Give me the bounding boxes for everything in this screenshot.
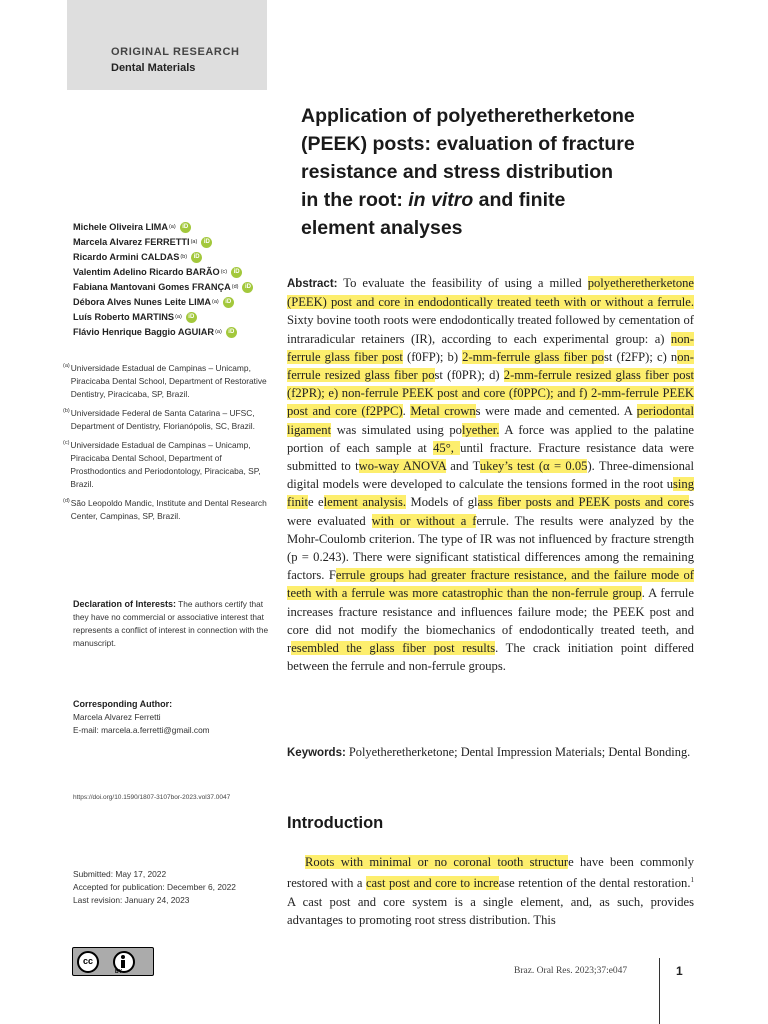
highlighted-text: periodontal ligament (287, 404, 694, 437)
text-segment: e have been commonly restored with a (287, 855, 694, 891)
text-segment: A force was applied to the palatine portion of each sample at (287, 422, 694, 455)
text-segment: A cast post and core system is a single element, and, as such, provides advantages to promoting root stress distribution. This (287, 894, 694, 927)
section-heading-introduction: Introduction (287, 814, 384, 832)
text-segment: s were evaluated (287, 495, 695, 528)
highlighted-text: ass fiber posts and PEEK posts and core (477, 495, 690, 510)
declaration-of-interests (73, 598, 273, 650)
text-segment: . The crack initiation point differed between the ferrule and non-ferrule groups. (287, 641, 694, 674)
corresponding-email[interactable]: E-mail: marcela.a.ferretti@gmail.com (73, 725, 210, 735)
text-segment: until fracture. Fracture resistance data were submitted to t (287, 440, 694, 474)
abstract-body (287, 276, 694, 673)
author-name: Flávio Henrique Baggio AGUIAR (73, 327, 215, 337)
text-segment: was simulated using po (331, 422, 462, 437)
declaration-heading: Declaration of Interests: (73, 599, 177, 609)
orcid-icon[interactable]: iD (223, 297, 234, 308)
author-item (73, 280, 273, 295)
author-item (73, 310, 273, 325)
text-segment: . (402, 404, 411, 419)
orcid-icon[interactable]: iD (186, 312, 197, 323)
keywords-text: Polyetheretherketone; Dental Impression Materials; Dental Bonding. (345, 745, 691, 759)
subcategory-label: Dental Materials (111, 62, 196, 74)
title-line: element analyses (301, 217, 463, 239)
affiliation-mark: (c) (220, 269, 228, 275)
citation-ref: 1 (690, 876, 694, 885)
title-line: Application of polyetheretherketone (301, 105, 635, 127)
affiliation-item (63, 407, 273, 433)
affiliation-text: Universidade Estadual de Campinas – Unicamp, Piracicaba Dental School, Department of Restorative Dentistry, Piracicaba, SP, Brazil. (70, 363, 267, 399)
author-name: Ricardo Armini CALDAS (73, 252, 180, 262)
highlighted-text: lement analysis. (323, 495, 407, 510)
affiliation-item (63, 362, 273, 401)
affiliation-mark: (a) (215, 329, 222, 335)
article-title (301, 102, 701, 242)
highlighted-text: on-ferrule resized glass fiber po (287, 349, 694, 383)
affiliation-item (63, 497, 273, 523)
affiliation-mark: (c) (63, 440, 70, 446)
orcid-icon[interactable]: iD (226, 327, 237, 338)
text-segment: Models of gl (406, 495, 478, 510)
author-name: Valentim Adelino Ricardo BARÃO (73, 267, 220, 277)
text-segment: Sixty bovine too (287, 313, 371, 328)
highlighted-text: with or without a f (371, 513, 477, 528)
footer-divider (659, 958, 660, 1024)
orcid-icon[interactable]: iD (180, 222, 191, 233)
author-name: Débora Alves Nunes Leite LIMA (73, 297, 212, 307)
title-line: (PEEK) posts: evaluation of fracture (301, 133, 635, 155)
corresponding-heading: Corresponding Author: (73, 699, 173, 709)
text-segment: st (f0PR); d) (434, 368, 504, 383)
author-name: Luís Roberto MARTINS (73, 312, 175, 322)
affiliation-mark: (a) (175, 314, 182, 320)
doi-link[interactable]: https://doi.org/10.1590/1807-3107bor-2023.vol37.0047 (73, 794, 231, 801)
text-segment: ase retention of the dental restoration. (498, 876, 691, 891)
author-item (73, 250, 273, 265)
introduction-paragraph (287, 853, 694, 929)
author-item (73, 295, 273, 310)
author-name: Marcela Alvarez FERRETTI (73, 237, 190, 247)
author-item (73, 325, 273, 340)
highlighted-text: Metal crown (410, 404, 476, 419)
orcid-icon[interactable]: iD (191, 252, 202, 263)
highlighted-text: 2-mm-ferrule resized glass fiber post (f2PR); e) non-ferrule PEEK post and core (f0PPC); and f) 2-mm-ferrule PEEK post and core (f2PPC) (287, 368, 694, 419)
text-segment: errule. The results were analyzed by the Mohr-Coulomb criterion. The type of IR was not influenced by fracture strength (p = 0.243). There were significant statistical differences among the remaining factors. F (287, 513, 694, 583)
author-item (73, 265, 273, 280)
affiliation-mark: (b) (63, 408, 70, 414)
author-item (73, 235, 273, 250)
orcid-icon[interactable]: iD (231, 267, 242, 278)
abstract (287, 274, 694, 675)
title-italic: in vitro (408, 189, 474, 211)
keywords (287, 743, 694, 762)
corresponding-name: Marcela Alvarez Ferretti (73, 712, 161, 722)
highlighted-text: Roots with minimal or no coronal tooth structur (305, 855, 569, 869)
highlighted-text: cast post and core to incre (365, 876, 499, 891)
highlighted-text: non-ferrule glass fiber post (287, 331, 694, 364)
affiliation-mark: (a) (212, 299, 219, 305)
text-segment: ). Three-dimensional digital models were developed to calculate the tensions formed in the root u (287, 459, 694, 492)
cc-icon: cc (77, 951, 99, 973)
corresponding-author (73, 698, 273, 737)
affiliation-mark: (a) (168, 224, 176, 230)
publication-dates (73, 868, 236, 907)
author-name: Fabiana Mantovani Gomes FRANÇA (73, 282, 231, 292)
text-segment: s were made and cemented. A (475, 404, 637, 419)
affiliation-mark: (a) (63, 363, 70, 369)
author-name: Michele Oliveira LIMA (73, 222, 168, 232)
affiliation-text: Universidade Estadual de Campinas – Unicamp, Piracicaba Dental School, Department of Prosthodontics and Periodontology, Piracicaba, SP, Brazil. (70, 440, 261, 489)
highlighted-text: wo-way ANOVA (358, 459, 446, 474)
text-segment: (f0FP); b) (402, 349, 463, 364)
title-line: and finite (473, 189, 566, 211)
abstract-label: Abstract: (287, 278, 338, 290)
cc-by-license-badge[interactable] (72, 947, 154, 976)
affiliation-mark: (d) (231, 284, 239, 290)
text-segment: and T (445, 459, 480, 474)
affiliation-text: São Leopoldo Mandic, Institute and Dental Research Center, Campinas, SP, Brazil. (70, 498, 267, 521)
article-category (111, 44, 240, 76)
highlighted-text: errule groups had greater fracture resistance, and the failure mode of teeth with a ferrule was more catastrophic than the non-ferrule group (287, 568, 694, 601)
submitted-date: Submitted: May 17, 2022 (73, 869, 167, 879)
orcid-icon[interactable]: iD (242, 282, 253, 293)
text-segment: e e (308, 495, 324, 510)
text-segment: . A ferrule increases fracture resistance and influences failure mode; the PEEK post and core did not modify the biomechanics of endodontically treated teeth, and r (287, 586, 694, 656)
highlighted-text: 2-mm-ferrule glass fiber po (462, 349, 604, 364)
author-item (73, 220, 273, 235)
declaration-text: The authors certify that they have no commercial or associative interest that represents a conflict of interest in connection with the manuscript. (73, 599, 269, 648)
category-label: ORIGINAL RESEARCH (111, 46, 240, 58)
highlighted-text: sing finit (287, 477, 694, 510)
page-number: 1 (676, 964, 683, 978)
journal-reference: Braz. Oral Res. 2023;37:e047 (514, 966, 628, 976)
affiliation-item (63, 439, 273, 491)
affiliation-text: Universidade Federal de Santa Catarina – UFSC, Department of Dentistry, Florianópolis, SC, Brazil. (70, 408, 255, 431)
title-line: in the root: (301, 189, 409, 211)
text-segment: To evaluate the feasibility of using a milled (337, 276, 588, 290)
highlighted-text: 45°, (433, 440, 461, 455)
author-list (73, 220, 273, 340)
by-label: BY (115, 969, 122, 975)
text-segment: st (f2FP); c) n (603, 349, 678, 364)
highlighted-text: polyetheretherketone (PEEK) post and core in endodontically treated teeth with or without a ferrule. (287, 276, 694, 310)
revision-date: Last revision: January 24, 2023 (73, 895, 190, 905)
highlighted-text: esembled the glass fiber post results (291, 641, 496, 656)
affiliation-mark: (a) (190, 239, 198, 245)
orcid-icon[interactable]: iD (201, 237, 212, 248)
highlighted-text: ukey’s test (α = 0.05 (479, 459, 588, 474)
affiliation-mark: (b) (180, 254, 188, 260)
accepted-date: Accepted for publication: December 6, 2022 (73, 882, 236, 892)
title-line: resistance and stress distribution (301, 161, 614, 183)
highlighted-text: lyether. (461, 422, 500, 437)
keywords-label: Keywords: (287, 747, 346, 759)
affiliation-list (63, 362, 273, 529)
affiliation-mark: (d) (63, 498, 70, 504)
text-segment: th roots were endodontically treated followed by cementation of intraradicular retainers (IR), according to each experimental group: a) (287, 313, 694, 346)
